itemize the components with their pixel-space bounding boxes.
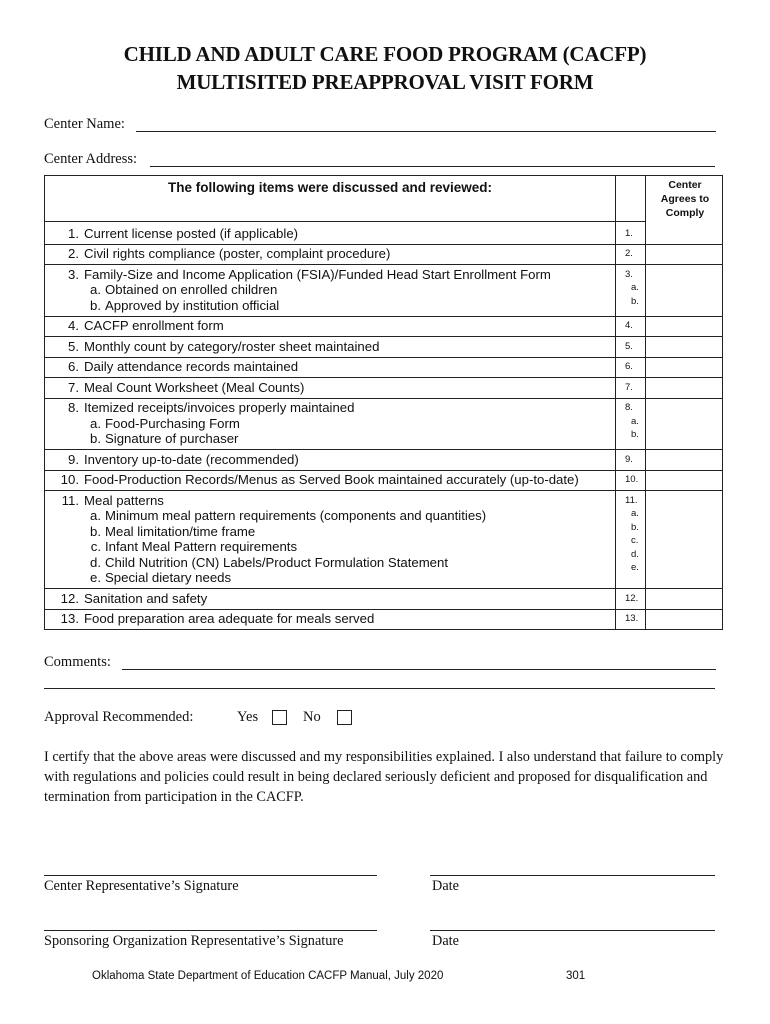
no-label: No bbox=[303, 709, 321, 725]
date2-line[interactable] bbox=[430, 930, 715, 931]
item-text bbox=[45, 452, 299, 468]
yes-label: Yes bbox=[237, 709, 259, 725]
item-text bbox=[45, 380, 304, 396]
header-divider-mark bbox=[615, 221, 645, 222]
item-text bbox=[45, 359, 298, 375]
item-number: 2. bbox=[68, 246, 79, 261]
item-label: Itemized receipts/invoices properly maintained bbox=[84, 400, 355, 415]
sub-item-mark: b. bbox=[631, 295, 639, 307]
date2-label: Date bbox=[432, 933, 459, 949]
row-divider bbox=[45, 357, 722, 358]
comply-cell[interactable] bbox=[646, 336, 722, 357]
sub-item-label: Approved by institution official bbox=[105, 297, 280, 313]
comments-field[interactable] bbox=[122, 669, 716, 670]
comply-cell[interactable] bbox=[646, 357, 722, 378]
sponsor-rep-signature-label: Sponsoring Organization Representative’s Signature bbox=[44, 933, 344, 949]
sub-item-mark: b. bbox=[631, 429, 639, 440]
sub-item-mark: e. bbox=[631, 562, 639, 573]
comply-cell[interactable] bbox=[646, 223, 722, 244]
sub-item-mark: a. bbox=[631, 282, 639, 293]
certification-text: I certify that the above areas were discussed and my responsibilities explained. I also understand that failure to comply with regulations and policies could result in being declared seriously deficient and proposed for disqualification and termination from participation in the CACFP. bbox=[44, 749, 724, 805]
footer-source: Oklahoma State Department of Education CACFP Manual, July 2020 bbox=[92, 970, 444, 982]
center-name-field[interactable] bbox=[136, 131, 716, 132]
item-text bbox=[45, 493, 164, 509]
sub-item-number: b. bbox=[90, 523, 101, 539]
center-name-label: Center Name: bbox=[44, 116, 125, 132]
center-rep-signature-label: Center Representative’s Signature bbox=[44, 878, 239, 894]
item-label: Daily attendance records maintained bbox=[84, 359, 299, 374]
item-mark: 6. bbox=[625, 361, 633, 372]
sub-item-text bbox=[87, 570, 231, 586]
sub-item-mark: b. bbox=[631, 521, 639, 533]
form-title-line1: CHILD AND ADULT CARE FOOD PROGRAM (CACFP) bbox=[123, 42, 647, 66]
item-text bbox=[45, 226, 298, 242]
comments-label: Comments: bbox=[44, 654, 111, 670]
comply-cell[interactable] bbox=[646, 609, 722, 630]
sub-item-text bbox=[87, 282, 277, 298]
sub-item-text bbox=[87, 416, 240, 432]
sub-item-mark: c. bbox=[631, 535, 639, 546]
item-label: Family-Size and Income Application (FSIA)/Funded Head Start Enrollment Form bbox=[84, 266, 551, 282]
item-text bbox=[45, 611, 374, 627]
table-header: The following items were discussed and reviewed: bbox=[167, 180, 493, 195]
sub-item-label: Signature of purchaser bbox=[105, 431, 239, 446]
item-number: 6. bbox=[68, 359, 79, 374]
item-text bbox=[45, 267, 551, 283]
item-mark: 8. bbox=[625, 402, 633, 413]
item-label: Sanitation and safety bbox=[84, 590, 208, 606]
item-label: Meal patterns bbox=[84, 492, 164, 508]
row-divider bbox=[45, 316, 722, 317]
item-text bbox=[45, 400, 354, 416]
sub-item-number: a. bbox=[90, 415, 101, 431]
sub-item-mark: a. bbox=[631, 508, 639, 519]
row-divider bbox=[45, 490, 722, 491]
review-items-table bbox=[44, 175, 723, 630]
sub-item-text bbox=[87, 539, 297, 555]
comply-cell[interactable] bbox=[646, 377, 722, 398]
comply-cell[interactable] bbox=[646, 588, 722, 609]
comply-header-line3: Comply bbox=[665, 207, 705, 219]
sub-item-label: Special dietary needs bbox=[105, 570, 232, 585]
row-divider bbox=[45, 264, 722, 265]
comments-field-line2[interactable] bbox=[44, 688, 715, 689]
item-number: 13. bbox=[60, 611, 79, 626]
item-number: 3. bbox=[68, 266, 79, 282]
sub-item-mark: a. bbox=[631, 415, 639, 427]
row-divider bbox=[45, 609, 722, 610]
yes-checkbox[interactable] bbox=[272, 710, 287, 725]
sub-item-label: Food-Purchasing Form bbox=[105, 415, 240, 431]
item-mark: 5. bbox=[625, 340, 633, 352]
item-mark: 3. bbox=[625, 268, 633, 280]
sub-item-number: c. bbox=[90, 539, 101, 554]
sub-item-text bbox=[87, 555, 448, 571]
row-divider bbox=[45, 244, 722, 245]
item-number: 12. bbox=[60, 590, 79, 606]
item-number: 8. bbox=[68, 400, 79, 415]
item-text bbox=[45, 339, 379, 355]
sub-item-number: e. bbox=[90, 570, 101, 585]
row-divider bbox=[45, 377, 722, 378]
no-checkbox[interactable] bbox=[337, 710, 352, 725]
sub-item-number: b. bbox=[90, 297, 101, 313]
sub-item-number: d. bbox=[90, 554, 101, 570]
sub-item-text bbox=[87, 508, 486, 524]
item-mark: 10. bbox=[625, 474, 639, 485]
item-label: Inventory up-to-date (recommended) bbox=[84, 451, 299, 467]
comply-header bbox=[646, 178, 724, 220]
center-address-label: Center Address: bbox=[44, 151, 138, 167]
item-text bbox=[45, 472, 579, 488]
item-mark: 2. bbox=[625, 248, 633, 259]
sub-item-label: Meal limitation/time frame bbox=[105, 523, 256, 539]
item-text bbox=[45, 246, 390, 262]
item-number: 7. bbox=[68, 379, 79, 395]
comply-header-line1: Center bbox=[668, 179, 702, 191]
item-number: 5. bbox=[68, 338, 79, 354]
sub-item-number: a. bbox=[90, 282, 101, 297]
sub-item-label: Minimum meal pattern requirements (components and quantities) bbox=[105, 508, 487, 523]
row-divider bbox=[45, 398, 722, 399]
sub-item-mark: d. bbox=[631, 548, 639, 560]
item-label: Food-Production Records/Menus as Served Book maintained accurately (up-to-date) bbox=[84, 472, 579, 487]
sub-item-label: Obtained on enrolled children bbox=[105, 282, 278, 297]
item-number: 10. bbox=[60, 472, 79, 487]
item-mark: 13. bbox=[625, 613, 639, 624]
item-mark: 12. bbox=[625, 592, 639, 604]
item-number: 1. bbox=[68, 225, 79, 241]
item-number: 11. bbox=[61, 492, 79, 508]
item-number: 9. bbox=[68, 451, 79, 467]
approval-label: Approval Recommended: bbox=[44, 709, 194, 725]
comply-cell[interactable] bbox=[646, 244, 722, 265]
sub-item-number: b. bbox=[90, 431, 101, 446]
item-mark: 7. bbox=[625, 381, 633, 393]
sub-item-text bbox=[87, 298, 279, 314]
comply-header-line2: Agrees to bbox=[660, 193, 710, 205]
item-label: Monthly count by category/roster sheet maintained bbox=[84, 338, 380, 354]
form-title-line2: MULTISITED PREAPPROVAL VISIT FORM bbox=[176, 70, 594, 94]
sub-item-label: Child Nutrition (CN) Labels/Product Formulation Statement bbox=[105, 554, 449, 570]
item-label: CACFP enrollment form bbox=[84, 318, 224, 333]
item-label: Current license posted (if applicable) bbox=[84, 225, 299, 241]
comply-cell[interactable] bbox=[646, 490, 722, 588]
sponsor-rep-signature-line[interactable] bbox=[44, 930, 377, 931]
header-divider bbox=[45, 221, 615, 222]
item-label: Civil rights compliance (poster, complaint procedure) bbox=[84, 246, 391, 261]
item-text bbox=[45, 318, 224, 334]
row-divider bbox=[45, 336, 722, 337]
comply-cell[interactable] bbox=[646, 264, 722, 316]
item-mark: 1. bbox=[625, 227, 633, 239]
sub-item-text bbox=[87, 524, 255, 540]
comply-cell[interactable] bbox=[646, 316, 722, 337]
item-mark: 9. bbox=[625, 453, 633, 465]
center-rep-signature-line[interactable] bbox=[44, 875, 377, 876]
item-text bbox=[45, 591, 207, 607]
date1-label: Date bbox=[432, 878, 459, 894]
row-divider bbox=[45, 449, 722, 450]
center-address-field[interactable] bbox=[150, 166, 715, 167]
row-divider bbox=[45, 588, 722, 589]
page-number: 301 bbox=[566, 970, 586, 982]
sub-item-number: a. bbox=[90, 508, 101, 523]
date1-line[interactable] bbox=[430, 875, 715, 876]
item-mark: 4. bbox=[625, 320, 633, 331]
comply-cell[interactable] bbox=[646, 398, 722, 450]
item-label: Meal Count Worksheet (Meal Counts) bbox=[84, 379, 305, 395]
comply-cell[interactable] bbox=[646, 470, 722, 491]
item-label: Food preparation area adequate for meals served bbox=[84, 611, 375, 626]
comply-cell[interactable] bbox=[646, 449, 722, 470]
sub-item-label: Infant Meal Pattern requirements bbox=[105, 539, 298, 554]
item-mark: 11. bbox=[625, 494, 638, 506]
row-divider bbox=[45, 470, 722, 471]
sub-item-text bbox=[87, 431, 238, 447]
item-number: 4. bbox=[68, 318, 79, 333]
